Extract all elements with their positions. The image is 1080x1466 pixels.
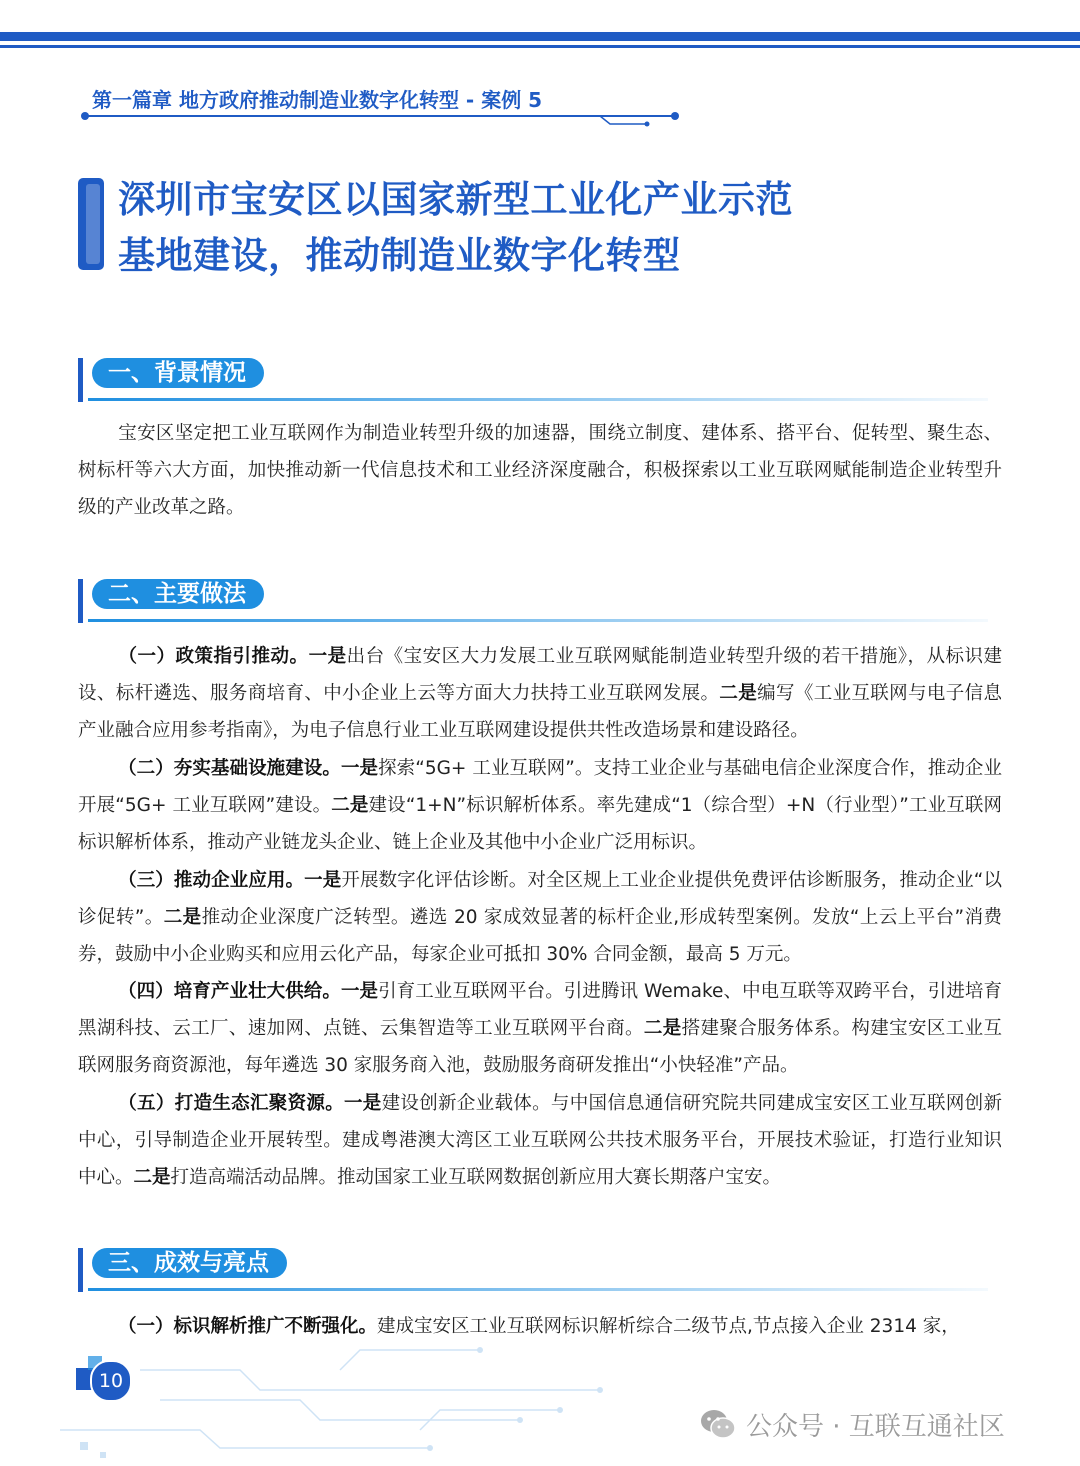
method-text-1: 建设创新企业载体。与中国信息通信研究院共同建成宝安区工业互联网创新中心，引导制造企业开展转型。建成粤港澳大湾区工业互联网公共技术服务平台，开展技术验证，打造行业知识中心。: [78, 1093, 1002, 1188]
method-lead-2: 二是: [163, 907, 202, 928]
section-heading-results: [78, 1248, 988, 1298]
section-underline: [88, 619, 988, 622]
method-text-1: 引育工业互联网平台。引进腾讯 Wemake、中电互联等双跨平台，引进培育黑湖科技、云工厂、速加网、点链、云集智造等工业互联网平台商。: [78, 981, 1002, 1039]
method-text-2: 搭建聚合服务体系。构建宝安区工业互联网服务商资源池，每年遴选 30 家服务商入池，鼓励服务商研发推出“小快轻准”产品。: [78, 1018, 1002, 1076]
method-item-1: [78, 638, 1002, 749]
section-underline: [88, 1288, 988, 1291]
section-bar: [78, 358, 83, 402]
method-lead-1: 一是: [340, 758, 379, 779]
section-heading-methods: [78, 579, 988, 629]
method-lead-2: 二是: [133, 1167, 171, 1188]
wechat-icon: [700, 1408, 736, 1440]
method-text-1: 出台《宝安区大力发展工业互联网赋能制造业转型升级的若干措施》，从标识建设、标杆遴选、服务商培育、中小企业上云等方面大力扶持工业互联网发展。: [78, 646, 1002, 704]
section-title: 一、背景情况: [92, 358, 264, 388]
page-title-line2: 基地建设，推动制造业数字化转型: [118, 234, 681, 277]
watermark-text: 公众号 · 互联互通社区: [746, 1411, 1005, 1442]
results-item-label: （一）标识解析推广不断强化。: [118, 1316, 378, 1337]
section-underline: [88, 398, 988, 401]
chapter-title: 第一篇章 地方政府推动制造业数字化转型 - 案例 5: [92, 88, 543, 112]
method-item-3: [78, 862, 1002, 973]
method-item-2: [78, 750, 1002, 861]
page-title: [118, 172, 818, 284]
method-item-label: （三）推动企业应用。: [118, 870, 305, 891]
method-text-2: 编写《工业互联网与电子信息产业融合应用参考指南》，为电子信息行业工业互联网建设提供共性改造场景和建设路径。: [78, 683, 1002, 741]
title-accent-bar: [78, 178, 104, 270]
method-item-label: （五）打造生态汇聚资源。: [118, 1093, 344, 1114]
method-item-label: （四）培育产业壮大供给。: [118, 981, 341, 1002]
section-bar: [78, 579, 83, 623]
method-lead-2: 二是: [331, 795, 369, 816]
method-lead-1: 一是: [308, 646, 347, 667]
method-text-1: 开展数字化评估诊断。对全区规上工业企业提供免费评估诊断服务，推动企业“以诊促转”。: [78, 870, 1002, 928]
top-decor-bar: [0, 32, 1080, 41]
method-item-label: （一）政策指引推动。: [118, 646, 309, 667]
method-text-1: 探索“5G+ 工业互联网”。支持工业企业与基础电信企业深度合作，推动企业开展“5G+ 工业互联网”建设。: [78, 758, 1002, 816]
method-text-2: 建设“1+N”标识解析体系。率先建成“1（综合型）+N（行业型）”工业互联网标识解析体系，推动产业链龙头企业、链上企业及其他中小企业广泛用标识。: [78, 795, 1002, 853]
chapter-underline-decor: [80, 112, 680, 130]
method-lead-1: 一是: [304, 870, 342, 891]
watermark: [700, 1402, 1005, 1446]
method-item-4: [78, 973, 1002, 1084]
method-text-2: 推动企业深度广泛转型。遴选 20 家成效显著的标杆企业,形成转型案例。发放“上云上平台”消费券，鼓励中小企业购买和应用云化产品，每家企业可抵扣 30% 合同金额，最高 5 万元。: [78, 907, 1002, 965]
top-decor-line: [0, 45, 1080, 48]
section-title: 三、成效与亮点: [92, 1248, 287, 1278]
method-lead-1: 一是: [340, 981, 379, 1002]
method-item-5: [78, 1085, 1002, 1196]
method-lead-2: 二是: [719, 683, 758, 704]
section-bar: [78, 1248, 83, 1292]
method-item-label: （二）夯实基础设施建设。: [118, 758, 341, 779]
background-text: 宝安区坚定把工业互联网作为制造业转型升级的加速器，围绕立制度、建体系、搭平台、促转型、聚生态、树标杆等六大方面，加快推动新一代信息技术和工业经济深度融合，积极探索以工业互联网赋能制造企业转型升级的产业改革之路。: [78, 423, 1002, 518]
results-item-text: 建成宝安区工业互联网标识解析综合二级节点,节点接入企业 2314 家，: [377, 1316, 960, 1337]
method-lead-1: 一是: [344, 1093, 382, 1114]
page-title-line1: 深圳市宝安区以国家新型工业化产业示范: [118, 178, 793, 221]
method-lead-2: 二是: [643, 1018, 682, 1039]
method-text-2: 打造高端活动品牌。推动国家工业互联网数据创新应用大赛长期落户宝安。: [170, 1167, 782, 1188]
background-paragraph: [78, 415, 1002, 526]
page-number: 10: [90, 1360, 132, 1402]
section-heading-background: [78, 358, 988, 408]
section-title: 二、主要做法: [92, 579, 264, 609]
